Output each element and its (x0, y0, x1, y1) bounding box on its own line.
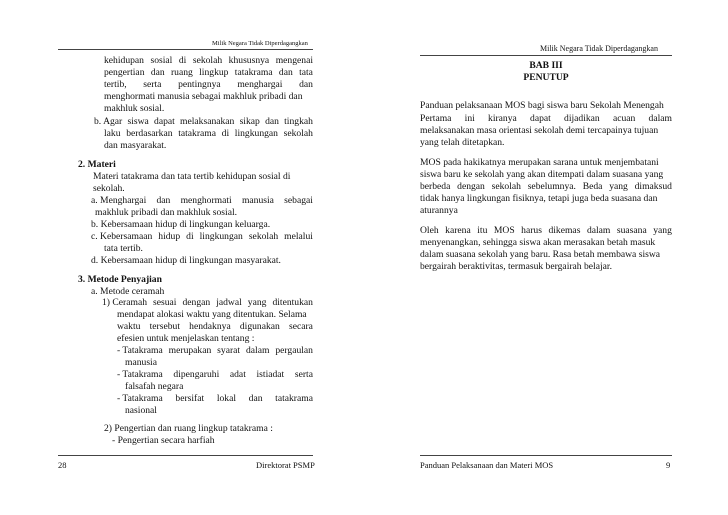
left-text-line: manusia (125, 357, 157, 368)
left-page-number: 28 (58, 460, 67, 470)
right-text-line: Pertama ini kiranya dapat dijadikan acuan dalam (420, 113, 672, 124)
left-text-line: falsafah negara (125, 381, 184, 392)
left-text-line: pengertian dan ruang lingkup tatakrama dan tata (104, 67, 313, 78)
left-text-line: Materi tatakrama dan tata tertib kehidupan sosial di (93, 171, 291, 182)
right-text-line: berbeda dengan sekolah sebelumnya. Beda yang dimaksud (420, 181, 672, 192)
left-text-line: 3. Metode Penyajian (78, 274, 162, 285)
right-text-line: dalam suasana sekolah yang baru. Rasa betah membawa siswa (420, 249, 661, 260)
left-text-line: d. Kebersamaan hidup di lingkungan masyarakat. (91, 255, 281, 266)
left-text-line: makhluk sosial. (104, 103, 165, 114)
right-page (364, 0, 728, 515)
left-text-line: - Tatakrama merupakan syarat dalam pergaulan (117, 345, 313, 356)
left-text-line: a. Metode ceramah (91, 286, 165, 297)
left-text-line: sekolah. (93, 183, 125, 194)
left-footer-rule (58, 455, 313, 456)
left-header-text: Milik Negara Tidak Diperdagangkan (212, 40, 308, 47)
left-text-line: - Tatakrama dipengaruhi adat istiadat serta (117, 369, 313, 380)
left-text-line: mendapat alokasi waktu yang ditentukan. Selama (117, 309, 307, 320)
left-text-line: tata tertib. (104, 243, 143, 254)
right-page-number: 9 (666, 460, 671, 470)
left-text-line: b. Kebersamaan hidup di lingkungan keluarga. (91, 219, 271, 230)
left-text-line: kehidupan sosial di sekolah khususnya mengenai (104, 55, 313, 66)
right-text-line: aturannya (420, 205, 458, 216)
chapter-number: BAB III (529, 60, 563, 71)
right-text-line: siswa baru ke sekolah yang akan ditempati dalam suasana yang (420, 169, 664, 180)
left-text-line: a. Menghargai dan menghormati manusia sebagai (91, 195, 313, 206)
right-footer-rule (420, 455, 672, 456)
left-text-line: efesien untuk menjelaskan tentang : (117, 333, 255, 344)
right-text-line: Panduan pelaksanaan MOS bagi siswa baru Sekolah Menengah (420, 100, 664, 111)
right-header-text: Milik Negara Tidak Diperdagangkan (540, 44, 658, 53)
left-text-line: c. Kebersamaan hidup di lingkungan sekolah melalui (91, 231, 313, 242)
right-text-line: tidak hanya lingkungan fisiknya, tetapi juga beda suasana dan (420, 193, 658, 204)
right-footer-text: Panduan Pelaksanaan dan Materi MOS (420, 460, 554, 470)
left-header-rule (58, 49, 313, 50)
right-text-line: yang telah ditetapkan. (420, 137, 505, 148)
left-text-line: tertib, serta pentingnya menghargai dan (104, 79, 313, 90)
left-text-line: nasional (125, 405, 157, 416)
left-text-line: makhluk pribadi dan makhluk sosial. (95, 207, 238, 218)
left-text-line: 2. Materi (78, 159, 116, 170)
left-text-line: laku berdasarkan tatakrama di lingkungan sekolah (104, 128, 313, 139)
left-text-line: 1) Ceramah sesuai dengan jadwal yang ditentukan (102, 297, 313, 308)
right-text-line: melaksanakan masa orientasi sekolah demi tercapainya tujuan (420, 125, 659, 136)
right-header-rule (420, 55, 672, 56)
right-text-line: Oleh karena itu MOS harus dikemas dalam suasana yang (420, 225, 672, 236)
right-text-line: bergairah beraktivitas, termasuk bergairah belajar. (420, 261, 612, 272)
chapter-title: PENUTUP (523, 72, 569, 83)
right-text-line: MOS pada hakikatnya merupakan sarana untuk menjembatani (420, 157, 659, 168)
left-text-line: menghormati manusia sebagai makhluk pribadi dan (104, 91, 303, 102)
left-footer-text: Direktorat PSMP (256, 460, 315, 470)
left-text-line: 2) Pengertian dan ruang lingkup tatakrama : (104, 423, 273, 434)
left-text-line: b. Agar siswa dapat melaksanakan sikap dan tingkah (94, 116, 313, 127)
left-text-line: - Tatakrama bersifat lokal dan tatakrama (117, 393, 313, 404)
left-text-line: - Pengertian secara harfiah (112, 435, 215, 446)
right-text-line: menyenangkan, sehingga siswa akan merasakan betah masuk (420, 237, 656, 248)
left-text-line: dan masyarakat. (104, 140, 167, 151)
left-text-line: waktu tersebut hendaknya digunakan secara (117, 321, 313, 332)
